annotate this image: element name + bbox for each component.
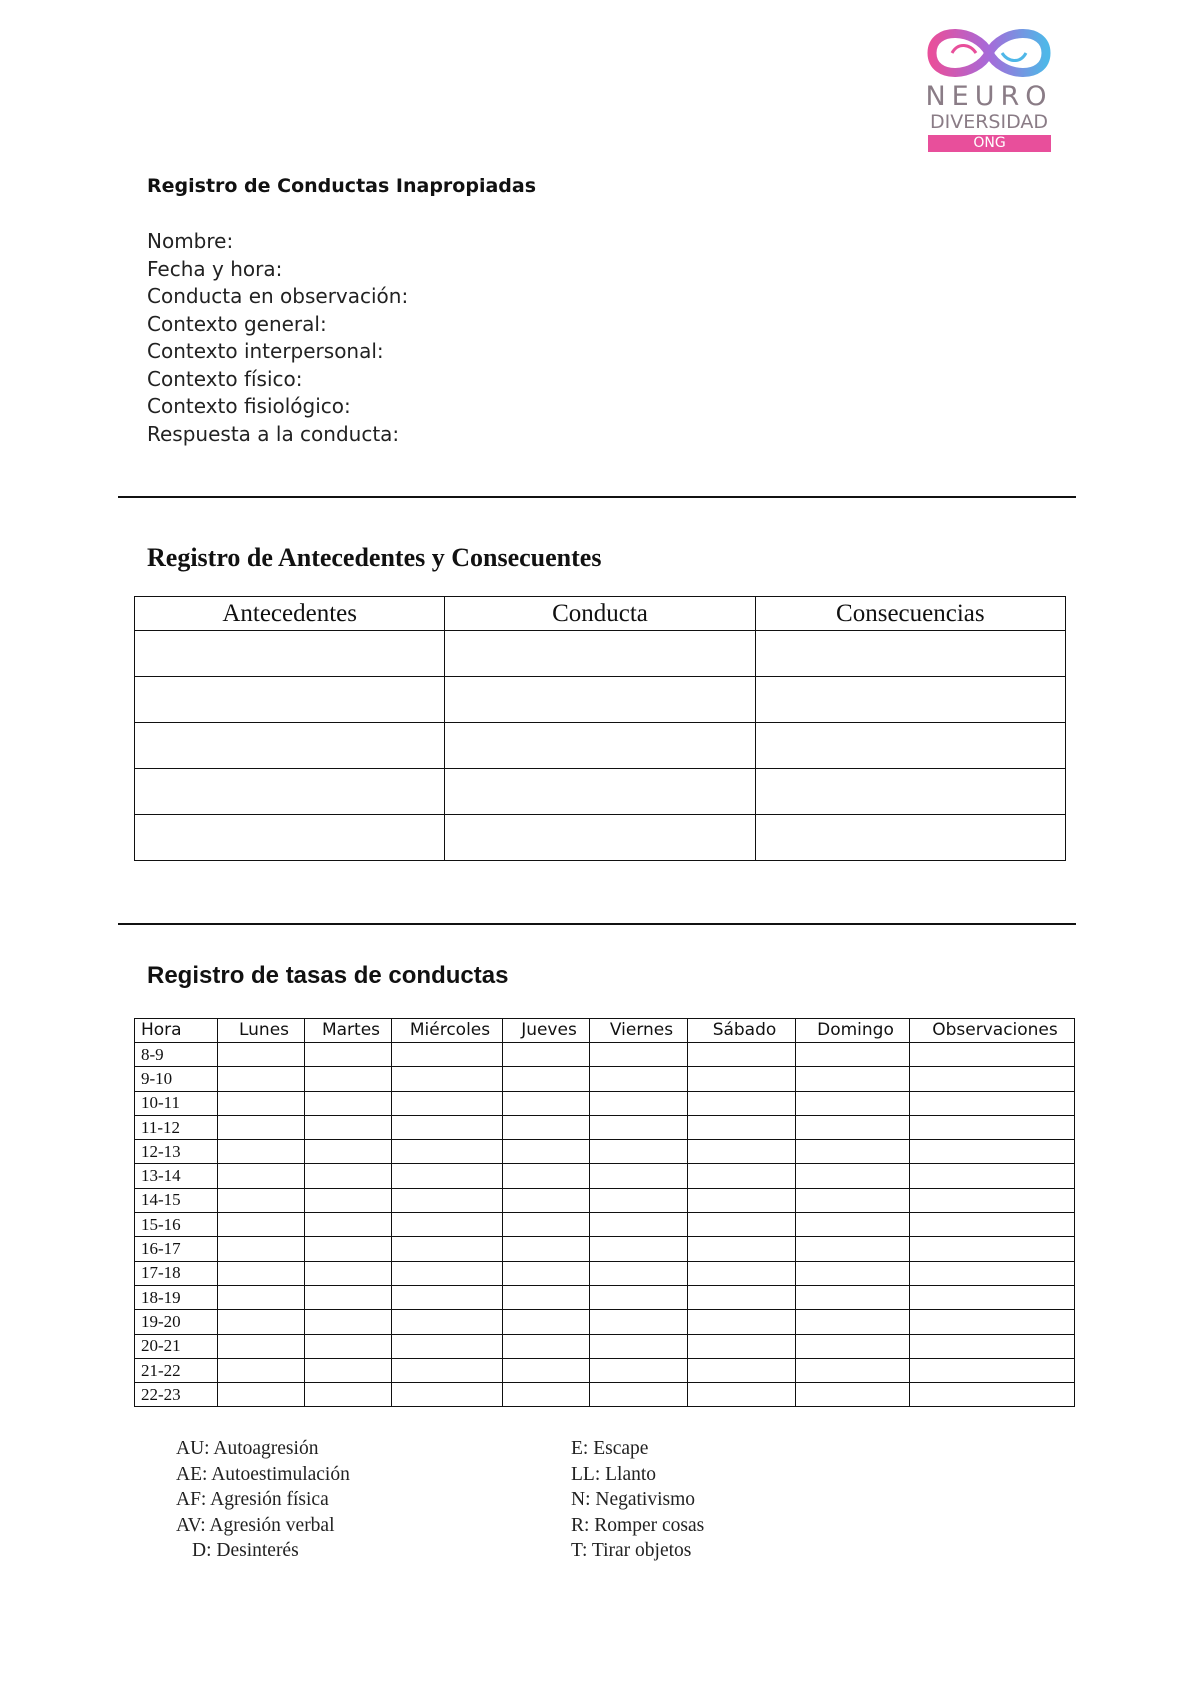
abc-header-antecedentes: Antecedentes — [135, 597, 445, 631]
hour-label: 12-13 — [135, 1140, 218, 1164]
table-cell[interactable] — [910, 1237, 1075, 1261]
table-cell[interactable] — [218, 1043, 305, 1067]
table-cell[interactable] — [910, 1188, 1075, 1212]
table-cell[interactable] — [305, 1115, 392, 1139]
table-cell[interactable] — [755, 723, 1065, 769]
table-cell[interactable] — [590, 1358, 688, 1382]
table-cell[interactable] — [218, 1383, 305, 1407]
hour-label: 15-16 — [135, 1213, 218, 1237]
table-cell[interactable] — [218, 1334, 305, 1358]
table-cell[interactable] — [135, 677, 445, 723]
table-cell[interactable] — [796, 1091, 910, 1115]
table-cell[interactable] — [590, 1383, 688, 1407]
field-fecha-hora: Fecha y hora: — [147, 256, 283, 281]
table-cell[interactable] — [688, 1091, 796, 1115]
table-cell[interactable] — [445, 815, 755, 861]
table-cell[interactable] — [503, 1188, 590, 1212]
table-row — [135, 631, 1066, 677]
table-cell[interactable] — [590, 1115, 688, 1139]
legend-item-ll: LL: Llanto — [571, 1463, 657, 1485]
hour-label: 21-22 — [135, 1358, 218, 1382]
logo-tag-ong: ONG — [928, 135, 1051, 152]
rates-header-hora: Hora — [135, 1019, 218, 1043]
table-cell[interactable] — [218, 1091, 305, 1115]
hour-label: 17-18 — [135, 1261, 218, 1285]
hour-label: 19-20 — [135, 1310, 218, 1334]
table-cell[interactable] — [218, 1164, 305, 1188]
legend-item-r: R: Romper cosas — [571, 1514, 705, 1536]
table-cell[interactable] — [218, 1213, 305, 1237]
table-cell[interactable] — [503, 1043, 590, 1067]
table-cell[interactable] — [305, 1237, 392, 1261]
table-row — [135, 723, 1066, 769]
table-cell[interactable] — [910, 1091, 1075, 1115]
table-cell[interactable] — [590, 1188, 688, 1212]
table-cell[interactable] — [590, 1261, 688, 1285]
table-cell[interactable] — [392, 1043, 503, 1067]
form-fields — [147, 228, 408, 448]
table-cell[interactable] — [503, 1358, 590, 1382]
table-cell[interactable] — [688, 1115, 796, 1139]
table-cell[interactable] — [755, 769, 1065, 815]
hour-label: 22-23 — [135, 1383, 218, 1407]
abc-header-conducta: Conducta — [445, 597, 755, 631]
hour-label: 14-15 — [135, 1188, 218, 1212]
legend-item-t: T: Tirar objetos — [571, 1540, 692, 1562]
table-row — [135, 1164, 1075, 1188]
table-cell[interactable] — [305, 1213, 392, 1237]
field-conducta-observacion: Conducta en observación: — [147, 284, 409, 308]
field-respuesta-conducta: Respuesta a la conducta: — [147, 421, 400, 446]
table-cell[interactable] — [910, 1334, 1075, 1358]
table-cell[interactable] — [392, 1334, 503, 1358]
table-cell[interactable] — [218, 1261, 305, 1285]
table-cell[interactable] — [135, 815, 445, 861]
table-cell[interactable] — [796, 1115, 910, 1139]
table-cell[interactable] — [688, 1188, 796, 1212]
table-cell[interactable] — [590, 1285, 688, 1309]
table-cell[interactable] — [392, 1261, 503, 1285]
field-nombre: Nombre: — [147, 229, 234, 253]
table-cell[interactable] — [135, 631, 445, 677]
legend-item-d: D: Desinterés — [192, 1540, 299, 1562]
table-cell[interactable] — [503, 1310, 590, 1334]
table-cell[interactable] — [590, 1334, 688, 1358]
table-row — [135, 1285, 1075, 1309]
table-cell[interactable] — [688, 1261, 796, 1285]
hour-label: 10-11 — [135, 1091, 218, 1115]
section-divider — [118, 923, 1076, 925]
table-cell[interactable] — [305, 1310, 392, 1334]
table-cell[interactable] — [305, 1383, 392, 1407]
table-cell[interactable] — [590, 1091, 688, 1115]
field-contexto-general: Contexto general: — [147, 311, 327, 336]
section-divider — [118, 496, 1076, 498]
rates-header-lunes: Lunes — [218, 1019, 305, 1043]
abc-section-title: Registro de Antecedentes y Consecuentes — [147, 543, 602, 572]
legend-item-av: AV: Agresión verbal — [176, 1514, 335, 1536]
table-cell[interactable] — [910, 1213, 1075, 1237]
table-cell[interactable] — [910, 1383, 1075, 1407]
table-cell[interactable] — [796, 1358, 910, 1382]
table-cell[interactable] — [392, 1383, 503, 1407]
table-cell[interactable] — [392, 1188, 503, 1212]
table-cell[interactable] — [796, 1285, 910, 1309]
logo-word-diversidad: DIVERSIDAD — [929, 111, 1049, 133]
table-cell[interactable] — [910, 1043, 1075, 1067]
table-cell[interactable] — [910, 1285, 1075, 1309]
legend-item-af: AF: Agresión física — [176, 1489, 329, 1511]
table-cell[interactable] — [445, 723, 755, 769]
abc-table — [134, 596, 1066, 861]
table-cell[interactable] — [688, 1164, 796, 1188]
table-cell[interactable] — [910, 1140, 1075, 1164]
table-cell[interactable] — [218, 1285, 305, 1309]
table-cell[interactable] — [218, 1358, 305, 1382]
hour-label: 11-12 — [135, 1115, 218, 1139]
hour-label: 9-10 — [135, 1067, 218, 1091]
table-cell[interactable] — [445, 631, 755, 677]
rates-header-martes: Martes — [305, 1019, 392, 1043]
table-cell[interactable] — [590, 1043, 688, 1067]
table-cell[interactable] — [305, 1140, 392, 1164]
table-cell[interactable] — [910, 1067, 1075, 1091]
table-cell[interactable] — [392, 1091, 503, 1115]
table-row — [135, 1043, 1075, 1067]
table-cell[interactable] — [503, 1140, 590, 1164]
rates-table — [134, 1018, 1075, 1407]
table-cell[interactable] — [796, 1140, 910, 1164]
field-contexto-fisico: Contexto físico: — [147, 366, 303, 391]
table-row — [135, 1213, 1075, 1237]
table-cell[interactable] — [755, 631, 1065, 677]
legend-left — [176, 1436, 350, 1564]
table-cell[interactable] — [910, 1115, 1075, 1139]
table-cell[interactable] — [503, 1334, 590, 1358]
table-row — [135, 1067, 1075, 1091]
table-cell[interactable] — [688, 1383, 796, 1407]
rates-section-title: Registro de tasas de conductas — [147, 962, 509, 989]
table-cell[interactable] — [445, 677, 755, 723]
table-cell[interactable] — [755, 815, 1065, 861]
table-cell[interactable] — [218, 1067, 305, 1091]
table-row — [135, 1261, 1075, 1285]
table-cell[interactable] — [796, 1310, 910, 1334]
table-cell[interactable] — [910, 1358, 1075, 1382]
table-row — [135, 1091, 1075, 1115]
table-cell[interactable] — [910, 1164, 1075, 1188]
table-cell[interactable] — [305, 1261, 392, 1285]
legend-item-au: AU: Autoagresión — [176, 1438, 319, 1459]
table-cell[interactable] — [305, 1067, 392, 1091]
table-cell[interactable] — [503, 1091, 590, 1115]
table-cell[interactable] — [796, 1383, 910, 1407]
table-cell[interactable] — [503, 1115, 590, 1139]
rates-header-sabado: Sábado — [688, 1019, 796, 1043]
table-cell[interactable] — [305, 1285, 392, 1309]
table-cell[interactable] — [688, 1358, 796, 1382]
table-cell[interactable] — [796, 1334, 910, 1358]
ngo-logo — [924, 22, 1054, 154]
rates-header-jueves: Jueves — [503, 1019, 590, 1043]
table-cell[interactable] — [796, 1261, 910, 1285]
rates-header-viernes: Viernes — [590, 1019, 688, 1043]
table-cell[interactable] — [688, 1140, 796, 1164]
table-cell[interactable] — [910, 1261, 1075, 1285]
table-cell[interactable] — [392, 1067, 503, 1091]
hour-label: 20-21 — [135, 1334, 218, 1358]
table-cell[interactable] — [218, 1188, 305, 1212]
table-cell[interactable] — [135, 723, 445, 769]
table-row — [135, 1237, 1075, 1261]
legend-item-ae: AE: Autoestimulación — [176, 1463, 350, 1485]
table-cell[interactable] — [503, 1164, 590, 1188]
document-title: Registro de Conductas Inapropiadas — [147, 175, 537, 197]
table-row — [135, 1188, 1075, 1212]
table-cell[interactable] — [503, 1285, 590, 1309]
table-cell[interactable] — [305, 1091, 392, 1115]
table-cell[interactable] — [392, 1237, 503, 1261]
table-cell[interactable] — [135, 769, 445, 815]
table-row — [135, 815, 1066, 861]
table-cell[interactable] — [688, 1043, 796, 1067]
table-cell[interactable] — [590, 1213, 688, 1237]
table-cell[interactable] — [392, 1213, 503, 1237]
infinity-logo-icon — [924, 22, 1054, 84]
table-cell[interactable] — [503, 1237, 590, 1261]
table-cell[interactable] — [218, 1140, 305, 1164]
hour-label: 13-14 — [135, 1164, 218, 1188]
hour-label: 8-9 — [135, 1043, 218, 1067]
table-row — [135, 769, 1066, 815]
table-row — [135, 1140, 1075, 1164]
logo-word-neuro: NEURO — [925, 81, 1053, 112]
legend-item-n: N: Negativismo — [571, 1489, 696, 1511]
table-cell[interactable] — [392, 1140, 503, 1164]
table-cell[interactable] — [590, 1164, 688, 1188]
table-row — [135, 1358, 1075, 1382]
rates-table-body — [135, 1043, 1075, 1407]
table-cell[interactable] — [218, 1310, 305, 1334]
table-cell[interactable] — [590, 1310, 688, 1334]
table-cell[interactable] — [503, 1261, 590, 1285]
table-cell[interactable] — [688, 1237, 796, 1261]
table-cell[interactable] — [796, 1043, 910, 1067]
field-contexto-interpersonal: Contexto interpersonal: — [147, 339, 384, 363]
table-cell[interactable] — [910, 1310, 1075, 1334]
table-cell[interactable] — [218, 1115, 305, 1139]
table-row — [135, 1334, 1075, 1358]
table-cell[interactable] — [305, 1188, 392, 1212]
table-cell[interactable] — [688, 1334, 796, 1358]
table-cell[interactable] — [392, 1358, 503, 1382]
table-row — [135, 1115, 1075, 1139]
table-row — [135, 1310, 1075, 1334]
abc-header-consecuencias: Consecuencias — [755, 597, 1065, 631]
table-cell[interactable] — [392, 1115, 503, 1139]
rates-header-miercoles: Miércoles — [392, 1019, 503, 1043]
table-cell[interactable] — [688, 1310, 796, 1334]
hour-label: 18-19 — [135, 1285, 218, 1309]
field-contexto-fisiologico: Contexto fisiológico: — [147, 394, 351, 418]
legend-item-e: E: Escape — [571, 1438, 649, 1459]
table-cell[interactable] — [305, 1358, 392, 1382]
table-cell[interactable] — [503, 1383, 590, 1407]
table-row — [135, 1383, 1075, 1407]
rates-header-observaciones: Observaciones — [910, 1019, 1075, 1043]
table-cell[interactable] — [503, 1213, 590, 1237]
table-cell[interactable] — [796, 1213, 910, 1237]
table-cell[interactable] — [796, 1067, 910, 1091]
table-cell[interactable] — [218, 1237, 305, 1261]
table-cell[interactable] — [796, 1237, 910, 1261]
table-cell[interactable] — [590, 1237, 688, 1261]
table-cell[interactable] — [503, 1067, 590, 1091]
legend-right — [571, 1436, 704, 1564]
table-cell[interactable] — [392, 1310, 503, 1334]
table-cell[interactable] — [688, 1067, 796, 1091]
table-cell[interactable] — [305, 1043, 392, 1067]
table-cell[interactable] — [305, 1164, 392, 1188]
table-row — [135, 677, 1066, 723]
table-cell[interactable] — [392, 1285, 503, 1309]
table-cell[interactable] — [755, 677, 1065, 723]
table-cell[interactable] — [688, 1285, 796, 1309]
table-cell[interactable] — [688, 1213, 796, 1237]
table-cell[interactable] — [796, 1164, 910, 1188]
table-cell[interactable] — [445, 769, 755, 815]
hour-label: 16-17 — [135, 1237, 218, 1261]
table-cell[interactable] — [590, 1067, 688, 1091]
table-cell[interactable] — [305, 1334, 392, 1358]
table-cell[interactable] — [590, 1140, 688, 1164]
table-cell[interactable] — [796, 1188, 910, 1212]
rates-header-domingo: Domingo — [796, 1019, 910, 1043]
table-cell[interactable] — [392, 1164, 503, 1188]
